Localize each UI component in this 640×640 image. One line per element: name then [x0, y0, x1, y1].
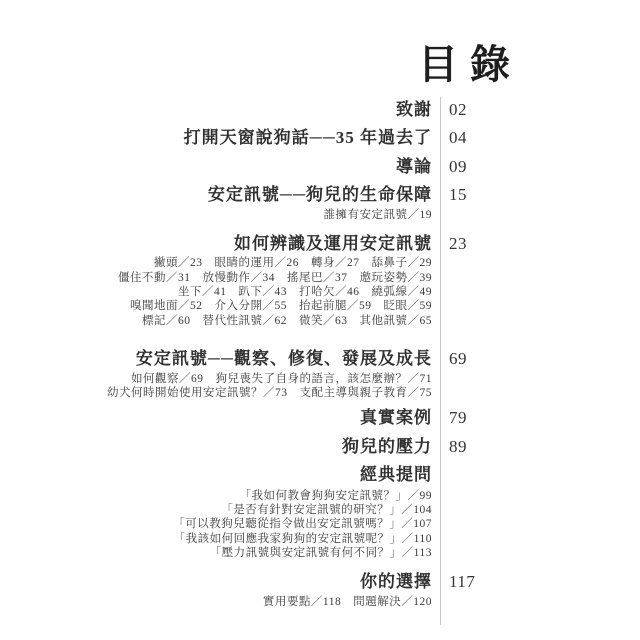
chapter-row: [0, 465, 640, 485]
chapter-page-number: 79: [449, 408, 467, 428]
sub-entry: 「是否有針對安定訊號的研究？」／104: [221, 503, 432, 516]
toc-section: [0, 437, 640, 457]
sub-entry: 撇頭／23 眼睛的運用／26 轉身／27 舔鼻子／29: [154, 257, 432, 270]
toc-section: [0, 128, 640, 148]
toc-section: [0, 465, 640, 560]
chapter-title: 打開天窗說狗話──35 年過去了: [183, 128, 432, 148]
chapter-page-number: 09: [449, 156, 467, 176]
chapter-page-number: 89: [449, 436, 467, 456]
chapter-row: [0, 185, 640, 205]
chapter-page-number: 117: [449, 572, 476, 592]
chapter-title: 經典提問: [360, 465, 432, 485]
sub-entry: 「我該如何回應我家狗狗的安定訊號呢？」／110: [173, 532, 432, 545]
chapter-title: 你的選擇: [360, 572, 432, 592]
page-title: 目錄: [418, 42, 522, 87]
chapter-page-number: 69: [449, 349, 467, 369]
toc-section: [0, 234, 640, 328]
chapter-title: 安定訊號──觀察、修復、發展及成長: [135, 349, 432, 369]
sub-entry: 「壓力訊號與安定訊號有何不同？」／113: [209, 547, 432, 560]
sub-entry: 僵住不動／31 放慢動作／34 搖尾巴／37 邀玩姿勢／39: [118, 271, 432, 284]
chapter-row: [0, 234, 640, 254]
chapter-title: 導論: [396, 156, 432, 176]
sub-entry: 嗅聞地面／52 介入分開／55 抬起前腿／59 眨眼／59: [130, 300, 432, 313]
sub-entry: 「我如何教會狗狗安定訊號？」／99: [239, 489, 432, 502]
chapter-row: [0, 437, 640, 457]
toc-section: [0, 185, 640, 222]
sub-entry: 坐下／41 趴下／43 打哈欠／46 繞弧線／49: [178, 286, 432, 299]
sub-entry: 標記／60 替代性訊號／62 微笑／63 其他訊號／65: [142, 314, 432, 327]
sub-entry: 「可以教狗兒聽從指令做出安定訊號嗎？」／107: [173, 518, 432, 531]
chapter-row: [0, 128, 640, 148]
chapter-page-number: 02: [449, 100, 467, 119]
chapter-page-number: 04: [449, 128, 467, 148]
chapter-title: 安定訊號──狗兒的生命保障: [207, 185, 432, 205]
toc-section: [0, 408, 640, 428]
toc-section: [0, 349, 640, 400]
chapter-page-number: 15: [449, 185, 467, 205]
sub-entry: 幼犬何時開始使用安定訊號？／73 支配主導與親子教育／75: [107, 386, 432, 399]
sub-entry: 實用要點／118 問題解決／120: [262, 595, 432, 608]
toc-section: [0, 157, 640, 177]
toc-section: [0, 100, 640, 120]
chapter-title: 真實案例: [360, 408, 432, 428]
chapter-row: [0, 157, 640, 177]
chapter-row: [0, 349, 640, 369]
sub-entry: 誰擁有安定訊號／19: [323, 208, 432, 221]
chapter-title: 如何辨識及運用安定訊號: [234, 233, 432, 253]
chapter-page-number: 23: [449, 233, 467, 253]
chapter-row: [0, 408, 640, 428]
chapter-title: 致謝: [396, 100, 432, 119]
chapter-row: [0, 572, 640, 592]
sub-entry: 如何觀察／69 狗兒喪失了自身的語言，該怎麼辦？／71: [131, 372, 432, 385]
toc-section: [0, 572, 640, 609]
chapter-row: [0, 100, 640, 120]
chapter-title: 狗兒的壓力: [342, 436, 432, 456]
